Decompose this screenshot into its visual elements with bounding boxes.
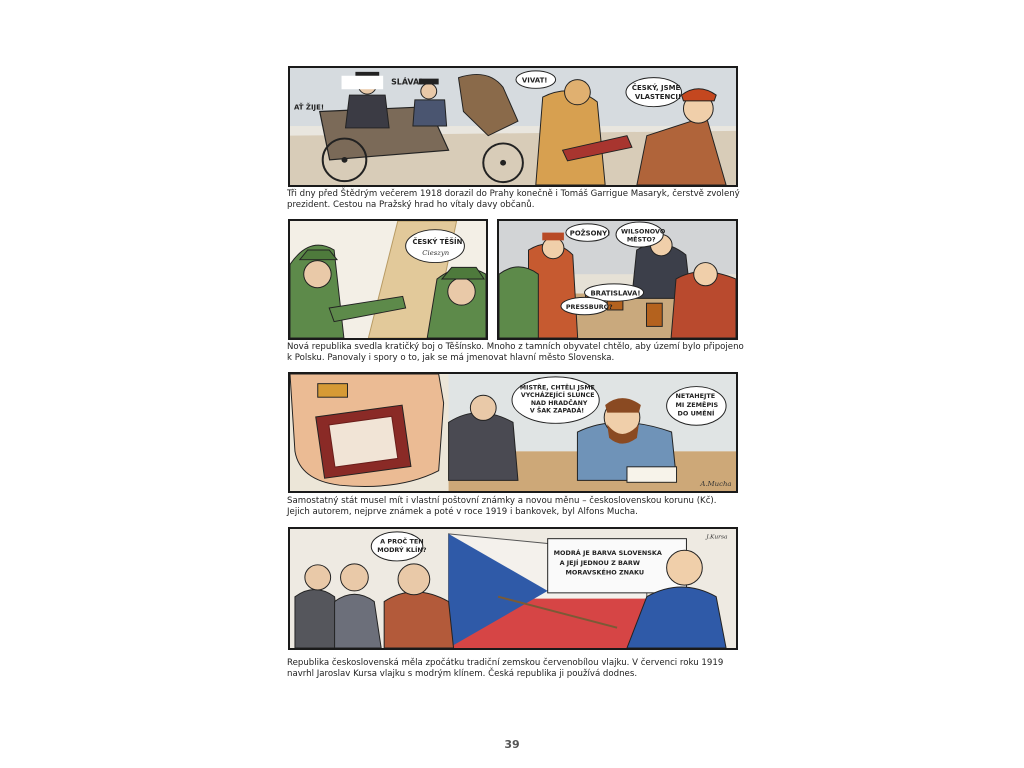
bubble-mistre-line4: V ŠAK ZAPADÁ! [529,407,585,415]
bubble-wilsonovo-line1: WILSONOVO [620,228,666,236]
caption-panel-5: Republika československá měla zpočátku tradiční zemskou červenobílou vlajku. V červenci roku 1919 navrhl Jaroslav Kursa vlajku s modrým klínem. Česká republika ji používá dodnes. [287,658,724,679]
bubble-wilsonovo-line2: MĚSTO? [626,236,656,244]
panel-tesin-dispute [288,219,488,340]
bubble-pozsony: POŽSONY! [569,229,611,238]
bubble-at-zije: AŤ ŽIJE! [293,103,325,112]
caption-panel-4: Samostatný stát musel mít i vlastní poštovní známky a novou měnu – československou korunu (Kč). Jejich autorem, nejprve známek a poté v roce 1919 i bankovek, byl Alfons Mucha. [287,496,717,517]
signature-mucha: A.Mucha [700,480,732,489]
panel-bratislava-name [497,219,738,340]
bubble-vivat: VIVAT! [521,76,548,85]
bubble-modra-line1: MODRÁ JE BARVA SLOVENSKA [553,550,662,558]
bubble-slava: SLÁVA! [391,77,423,87]
bubble-mistre-line2: VYCHÁZEJÍCÍ SLUNCE [520,392,595,400]
caption-panels-2-3: Nová republika svedla kratičký boj o Těšínsko. Mnoho z tamních obyvatel chtělo, aby území bylo připojeno k Polsku. Panovaly i spory o to, jak se má jmenovat hlavní město Slovenska. [287,342,744,363]
bubble-cesky-line1: ČESKÝ, JSME [631,84,681,93]
signature-kursa: J.Kursa [706,534,728,541]
bubble-cieszyn: Cieszyn [422,248,450,257]
page-number: 39 [504,738,520,751]
bubble-netahejte-line2: MI ZEMĚPIS [675,401,719,409]
bubble-cesky-line2: VLASTENCI! [634,93,682,101]
bubble-a-proc-line2: MODRÝ KLÍN? [377,547,427,555]
bubble-pressburg: PRESSBURG? [565,304,613,311]
bubble-netahejte-line1: NETAHEJTE [675,393,716,401]
bubble-cesky-tesin: ČESKÝ TĚŠÍN [412,238,463,247]
bubble-mistre-line3: NAD HRADČANY [530,400,588,407]
panel-kursa-flag [288,527,738,650]
bubble-bratislava: BRATISLAVA! [590,289,641,298]
panel-mucha-stamps [288,372,738,493]
bubble-modra-line2: A JEJÍ JEDNOU Z BARW [559,559,640,567]
caption-panel-1: Tři dny před Štědrým večerem 1918 dorazil do Prahy konečně i Tomáš Garrigue Masaryk, čerstvě zvolený prezident. Cestou na Pražský hrad ho vítaly davy občanů. [287,189,740,210]
bubble-a-proc-line1: A PROČ TEN [380,538,424,546]
bubble-modra-line3: MORAVSKÉHO ZNAKU [565,569,645,577]
panel-masaryk-arrival [288,66,738,187]
bubble-netahejte-line3: DO UMĚNÍ [677,410,715,418]
bubble-mistre-line1: MISTŘE, CHTĚLI JSME [519,384,595,392]
